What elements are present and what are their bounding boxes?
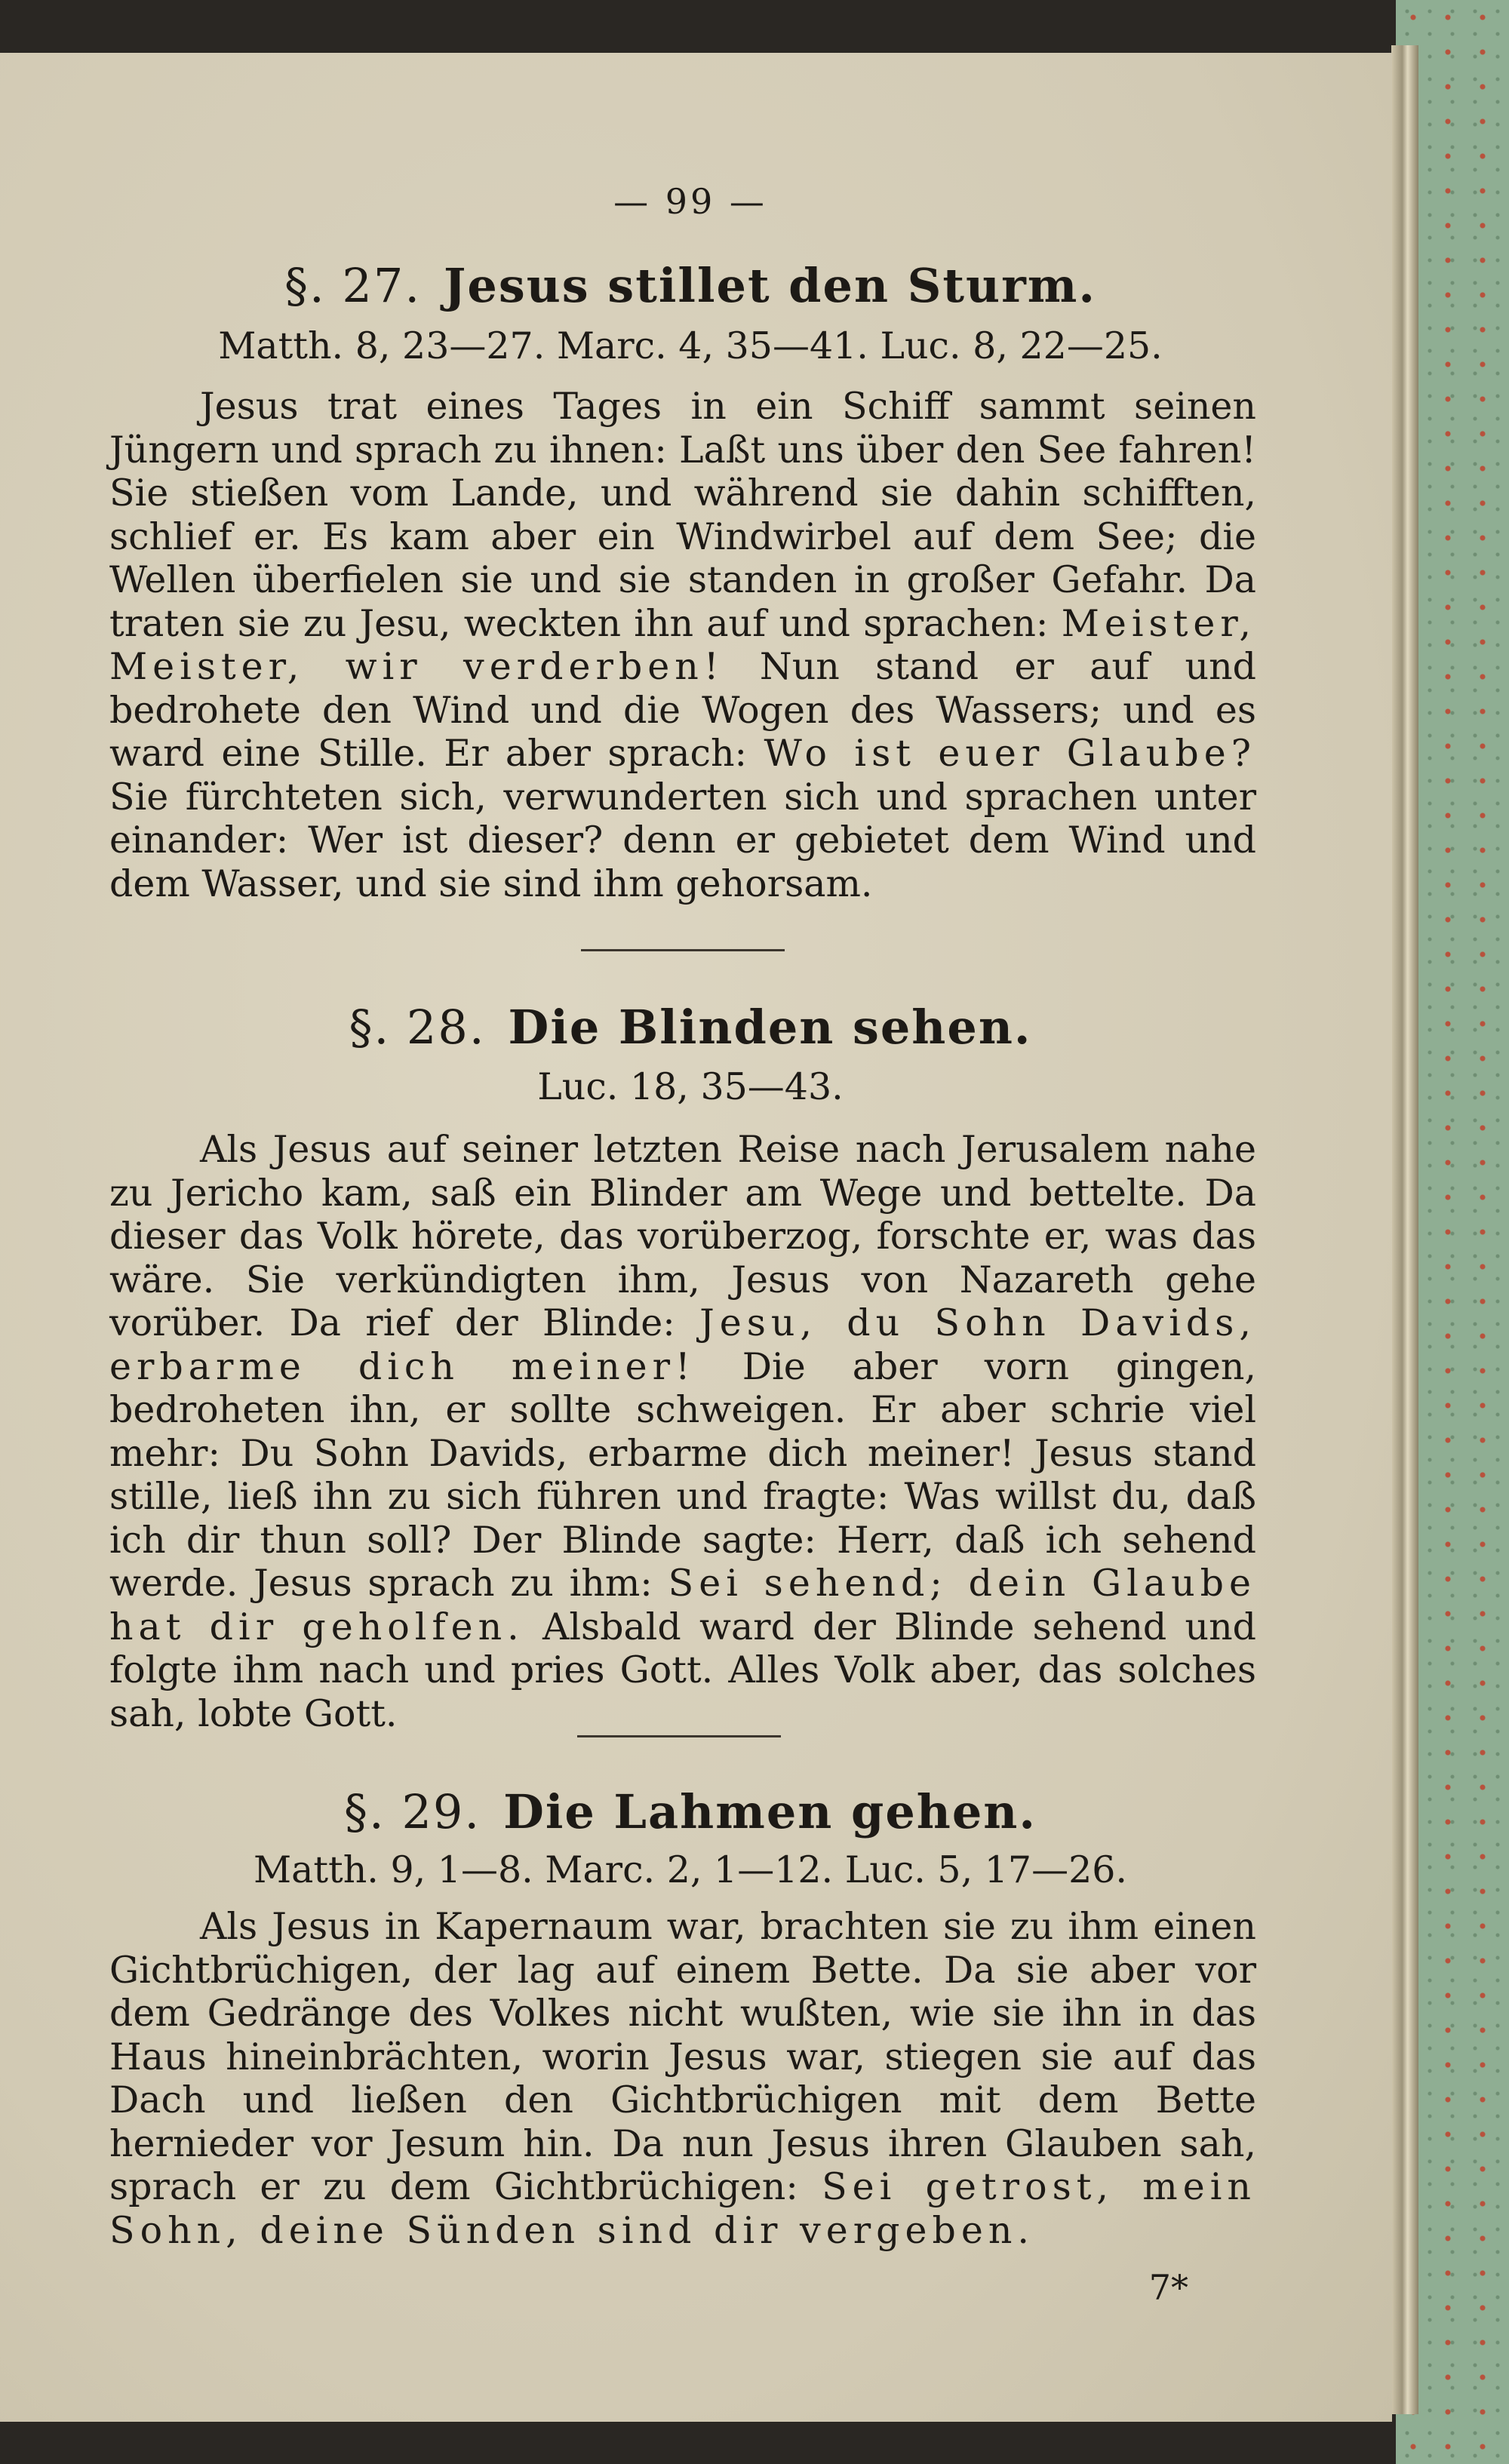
section-divider — [577, 1735, 781, 1737]
section-27-heading — [0, 258, 1381, 313]
spaced-quote: Meister, Meister, wir verderben! — [109, 601, 1256, 688]
spaced-quote: Sei getrost, mein Sohn, deine Sünden sind dir vergeben. — [109, 2165, 1256, 2252]
page-edges — [1391, 45, 1418, 2414]
spaced-quote: Wo ist euer Glaube? — [764, 732, 1256, 775]
section-29-number: §. 29. — [344, 1784, 481, 1839]
spaced-quote: Jesu, du Sohn Davids, erbarme dich meiner! — [109, 1301, 1256, 1388]
section-29-heading — [0, 1784, 1381, 1839]
spaced-quote: Sei sehend; dein Glaube hat dir geholfen. — [109, 1562, 1256, 1648]
section-29-references: Matth. 9, 1—8. Marc. 2, 1—12. Luc. 5, 17—26. — [253, 1848, 1127, 1891]
section-28-text: Als Jesus auf seiner letzten Reise nach Jerusalem nahe zu Jericho kam, saß ein Blinder am Wege und bettelte. Da dieser das Volk hörete, das vorüberzog, forschte er, was das wäre. Sie verkündigten ihm, Jesus von Nazareth gehe vorüber. Da rief der Blinde: Jesu, du Sohn Davids, erbarme dich meiner! Die aber vorn gingen, bedroheten ihn, er sollte schweigen. Er aber schrie viel mehr: Du Sohn Davids, erbarme dich meiner! Jesus stand stille, ließ ihn zu sich führen und fragte: Was willst du, daß ich dir thun soll? Der Blinde sagte: Herr, daß ich sehend werde. Jesus sprach zu ihm: Sei sehend; dein Glaube hat dir geholfen. Alsbald ward der Blinde sehend und folgte ihm nach und pries Gott. Alles Volk aber, das solches sah, lobte Gott. — [109, 1128, 1256, 1735]
section-27-title: Jesus stillet den Sturm. — [444, 258, 1096, 313]
section-27-number: §. 27. — [284, 258, 422, 313]
section-29-title: Die Lahmen gehen. — [503, 1784, 1037, 1839]
page-number: — 99 — — [613, 181, 767, 222]
section-28-number: §. 28. — [349, 1000, 486, 1055]
section-28-heading — [0, 1000, 1381, 1055]
section-27-references: Matth. 8, 23—27. Marc. 4, 35—41. Luc. 8, 22—25. — [218, 324, 1163, 367]
section-28-references: Luc. 18, 35—43. — [537, 1065, 844, 1108]
section-27-text: Jesus trat eines Tages in ein Schiff sammt seinen Jüngern und sprach zu ihnen: Laßt uns über den See fahren! Sie stießen vom Lande, und während sie dahin schifften, schlief er. Es kam aber ein Windwirbel auf dem See; die Wellen überfielen sie und sie standen in großer Gefahr. Da traten sie zu Jesu, weckten ihn auf und sprachen: Meister, Meister, wir verderben! Nun stand er auf und bedrohete den Wind und die Wogen des Wassers; und es ward eine Stille. Er aber sprach: Wo ist euer Glaube? Sie fürchteten sich, verwunderten sich und sprachen unter einander: Wer ist dieser? denn er gebietet dem Wind und dem Wasser, und sie sind ihm gehorsam. — [109, 385, 1256, 905]
signature-mark: 7* — [1148, 2267, 1188, 2308]
book-page — [0, 53, 1392, 2422]
section-29-text: Als Jesus in Kapernaum war, brachten sie zu ihm einen Gichtbrüchigen, der lag auf einem Bette. Da sie aber vor dem Gedränge des Volkes nicht wußten, wie sie ihn in das Haus hineinbrächten, worin Jesus war, stiegen sie auf das Dach und ließen den Gichtbrüchigen mit dem Bette hernieder vor Jesum hin. Da nun Jesus ihren Glauben sah, sprach er zu dem Gichtbrüchigen: Sei getrost, mein Sohn, deine Sünden sind dir vergeben. — [109, 1905, 1256, 2252]
section-28-title: Die Blinden sehen. — [508, 1000, 1032, 1055]
section-divider — [581, 949, 785, 951]
